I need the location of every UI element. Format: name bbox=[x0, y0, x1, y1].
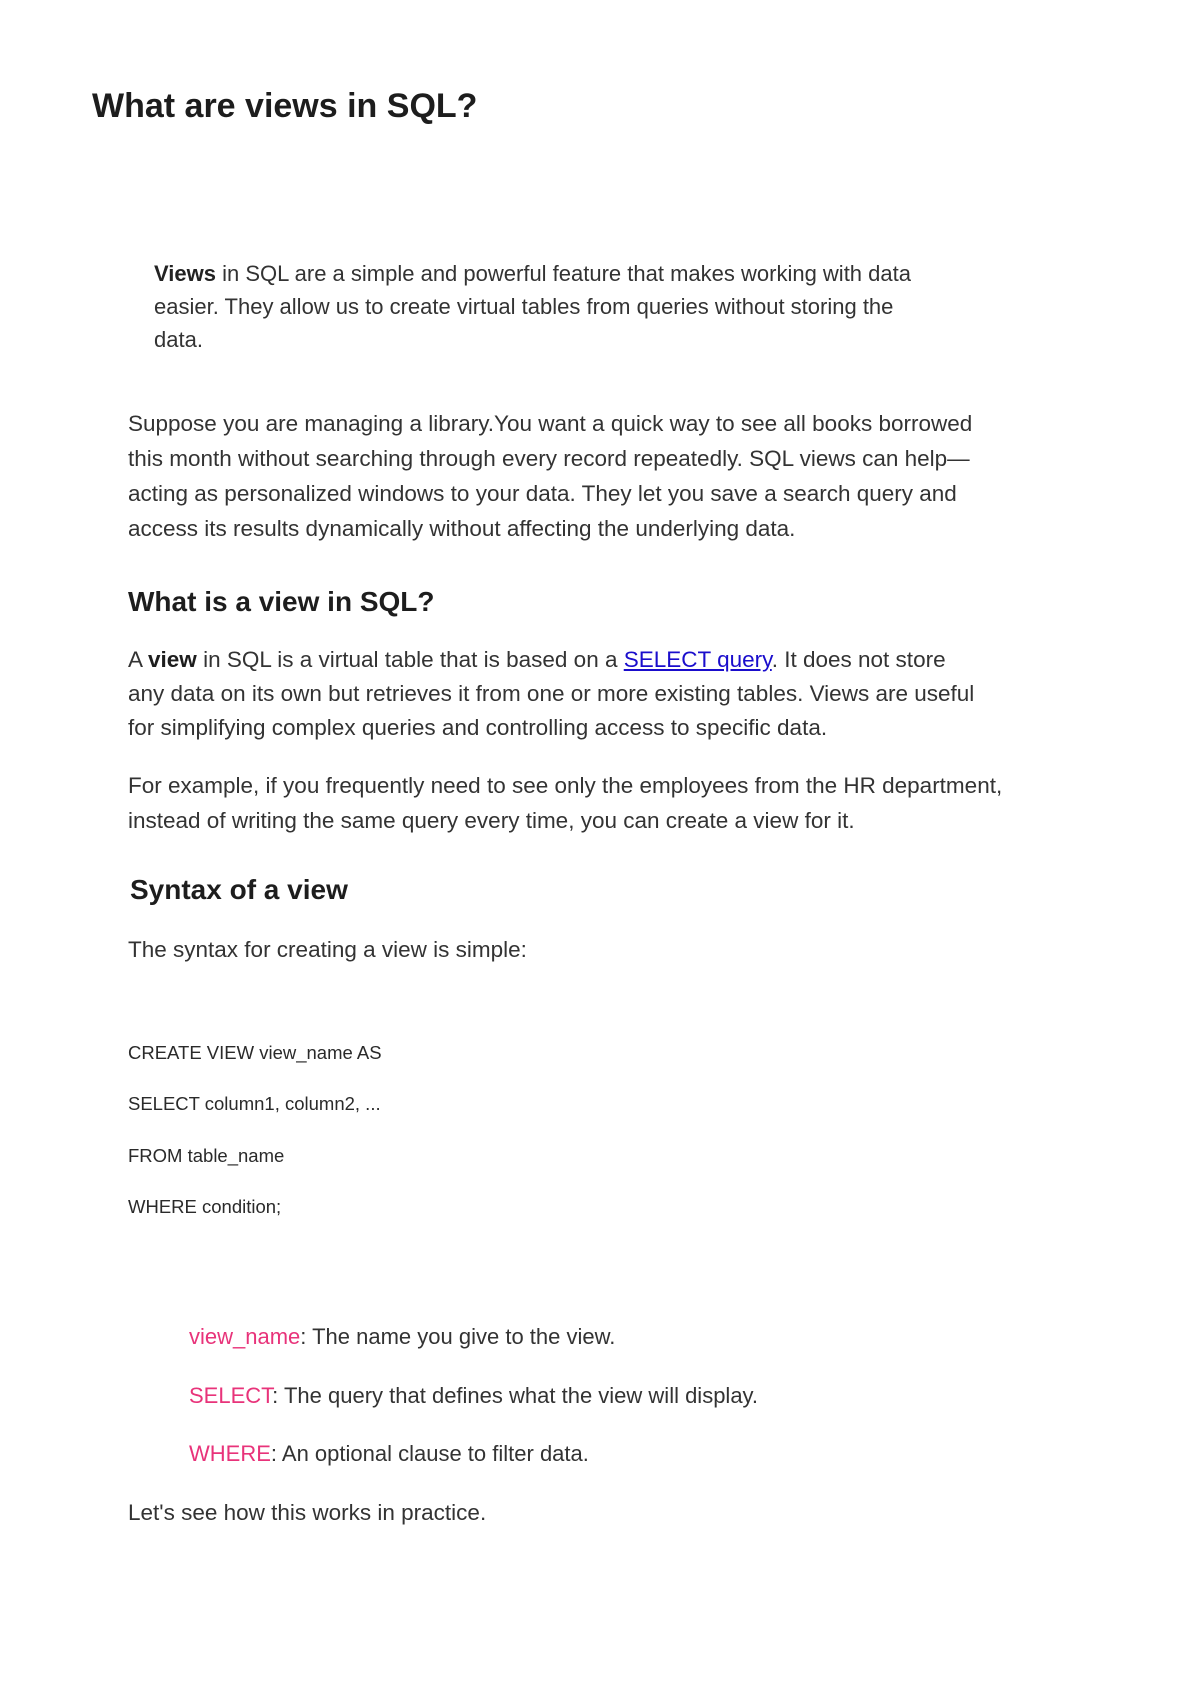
view-def-line-3: for simplifying complex queries and controlling access to specific data. bbox=[128, 715, 828, 740]
view-def-line-2: any data on its own but retrieves it from one or more existing tables. Views are useful bbox=[128, 681, 975, 706]
code-line-create-view: CREATE VIEW view_name AS bbox=[128, 1042, 382, 1063]
view-def-prefix: A bbox=[128, 647, 149, 672]
intro-bold-term: Views bbox=[154, 261, 216, 286]
view-definition-paragraph bbox=[128, 643, 1088, 745]
intro-line-3: data. bbox=[154, 327, 203, 352]
example-line-2: instead of writing the same query every time, you can create a view for it. bbox=[128, 808, 855, 833]
select-query-link[interactable]: SELECT query bbox=[623, 647, 772, 672]
term-row-where bbox=[189, 1438, 589, 1470]
code-line-from: FROM table_name bbox=[128, 1145, 285, 1166]
term-keyword: SELECT bbox=[189, 1383, 273, 1408]
view-def-bold: view bbox=[148, 647, 197, 672]
suppose-paragraph bbox=[128, 406, 1088, 546]
term-keyword: view_name bbox=[189, 1324, 301, 1349]
closing-paragraph: Let's see how this works in practice. bbox=[128, 1500, 487, 1525]
intro-line-2: easier. They allow us to create virtual tables from queries without storing the bbox=[154, 294, 894, 319]
view-def-mid: in SQL is a virtual table that is based on a bbox=[196, 647, 624, 672]
syntax-intro: The syntax for creating a view is simple: bbox=[128, 937, 527, 962]
view-def-suffix: . It does not store bbox=[771, 647, 946, 672]
term-description: : The query that defines what the view will display. bbox=[272, 1383, 759, 1408]
example-line-1: For example, if you frequently need to see only the employees from the HR department, bbox=[128, 773, 1003, 798]
page-title: What are views in SQL? bbox=[92, 87, 478, 125]
example-paragraph bbox=[128, 768, 1088, 838]
code-line-where: WHERE condition; bbox=[128, 1196, 282, 1217]
term-keyword: WHERE bbox=[189, 1441, 271, 1466]
syntax-heading: Syntax of a view bbox=[130, 874, 348, 905]
code-line-select: SELECT column1, column2, ... bbox=[128, 1093, 381, 1114]
suppose-line-3: acting as personalized windows to your data. They let you save a search query and bbox=[128, 481, 957, 506]
suppose-line-4: access its results dynamically without affecting the underlying data. bbox=[128, 516, 796, 541]
term-description: : The name you give to the view. bbox=[300, 1324, 616, 1349]
term-row-view-name bbox=[189, 1321, 615, 1353]
term-description: : An optional clause to filter data. bbox=[270, 1441, 589, 1466]
what-is-view-heading: What is a view in SQL? bbox=[128, 586, 435, 617]
term-row-select bbox=[189, 1380, 758, 1412]
intro-line-1: in SQL are a simple and powerful feature that makes working with data bbox=[215, 261, 911, 286]
suppose-line-1: Suppose you are managing a library.You want a quick way to see all books borrowed bbox=[128, 411, 973, 436]
suppose-line-2: this month without searching through every record repeatedly. SQL views can help— bbox=[128, 446, 970, 471]
intro-paragraph bbox=[154, 257, 1014, 356]
